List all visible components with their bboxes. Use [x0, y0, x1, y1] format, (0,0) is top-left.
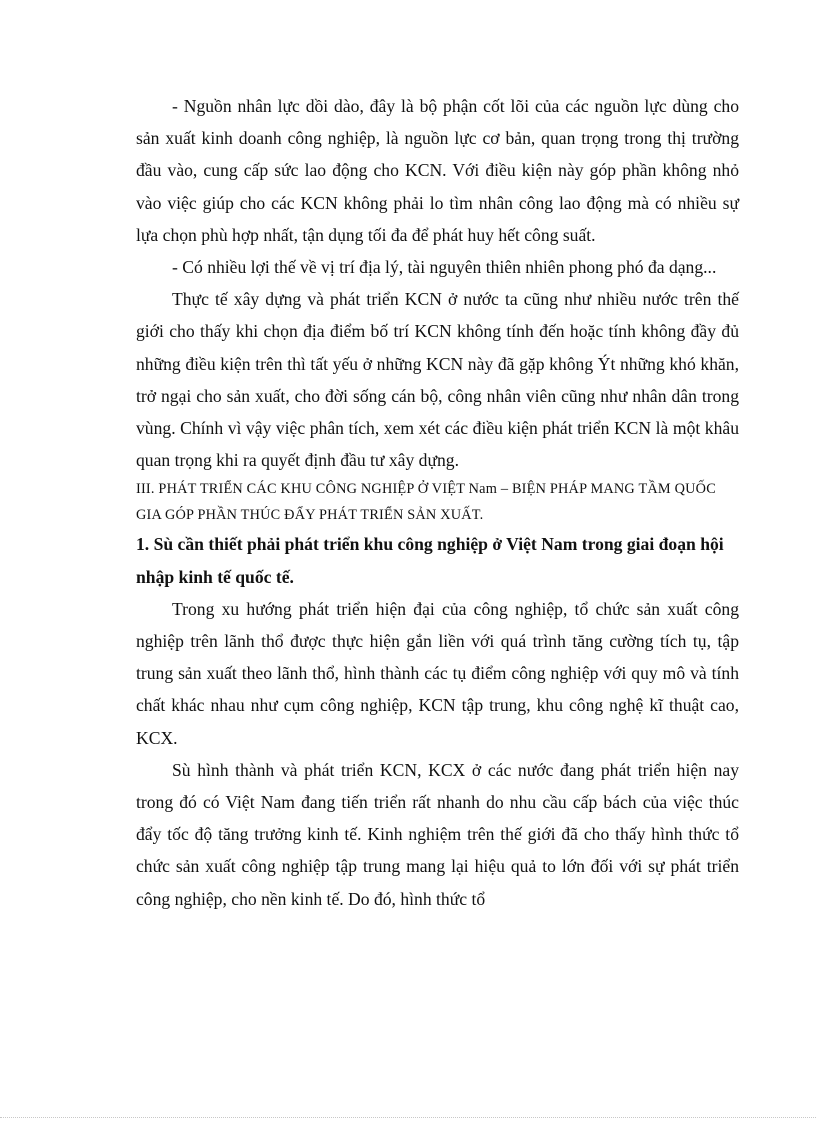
- page-bottom-divider: [0, 1117, 816, 1118]
- paragraph-formation-development: Sù hình thành và phát triển KCN, KCX ở các nước đang phát triển hiện nay trong đó có Việt Nam đang tiến triển rất nhanh do nhu cầu cấp bách của việc thúc đẩy tốc độ tăng trưởng kinh tế. Kinh nghiệm trên thế giới đã cho thấy hình thức tổ chức sản xuất công nghiệp tập trung mang lại hiệu quả to lớn đối với sự phát triển công nghiệp, cho nền kinh tế. Do đó, hình thức tổ: [136, 759, 739, 909]
- paragraph-location-advantages: - Có nhiều lợi thế về vị trí địa lý, tài nguyên thiên nhiên phong phó đa dạng...: [172, 257, 717, 278]
- paragraph-practice-conditions: Thực tế xây dựng và phát triển KCN ở nước ta cũng như nhiều nước trên thế giới cho thấy khi chọn địa điểm bố trí KCN không tính đến hoặc tính không đầy đủ những điều kiện trên thì tất yếu ở những KCN này đã gặp không Ýt những khó khăn, trở ngại cho sản xuất, cho đời sống cán bộ, công nhân viên cũng như nhân dân trong vùng. Chính vì vậy việc phân tích, xem xét các điều kiện phát triển KCN là một khâu quan trọng khi ra quyết định đầu tư xây dựng.: [136, 289, 739, 471]
- paragraph-human-resources: - Nguồn nhân lực dồi dào, đây là bộ phận cốt lõi của các nguồn lực dùng cho sản xuất kinh doanh công nghiệp, là nguồn lực cơ bản, quan trọng trong thị trường đầu vào, cung cấp sức lao động cho KCN. Với điều kiện này góp phần không nhỏ vào việc giúp cho các KCN không phải lo tìm nhân công lao động mà có nhiều sự lựa chọn phù hợp nhất, tận dụng tối đa để phát huy hết công suất.: [136, 96, 739, 245]
- subsection-heading-1: 1. Sù cần thiết phải phát triển khu công nghiệp ở Việt Nam trong giai đoạn hội nhập kinh tế quốc tế.: [136, 534, 724, 587]
- paragraph-modern-trend: Trong xu hướng phát triển hiện đại của công nghiệp, tổ chức sản xuất công nghiệp trên lãnh thổ được thực hiện gắn liền với quá trình tăng cường tích tụ, tập trung sản xuất theo lãnh thổ, hình thành các tụ điểm công nghiệp với quy mô và tính chất khác nhau như cụm công nghiệp, KCN tập trung, khu công nghệ kĩ thuật cao, KCX.: [136, 598, 739, 748]
- section-heading-iii: III. PHÁT TRIỂN CÁC KHU CÔNG NGHIỆP Ở VIỆT Nam – BIỆN PHÁP MANG TẦM QUỐC GIA GÓP PHẦN THÚC ĐẨY PHÁT TRIỂN SẢN XUẤT.: [136, 481, 716, 524]
- document-page: [136, 90, 739, 915]
